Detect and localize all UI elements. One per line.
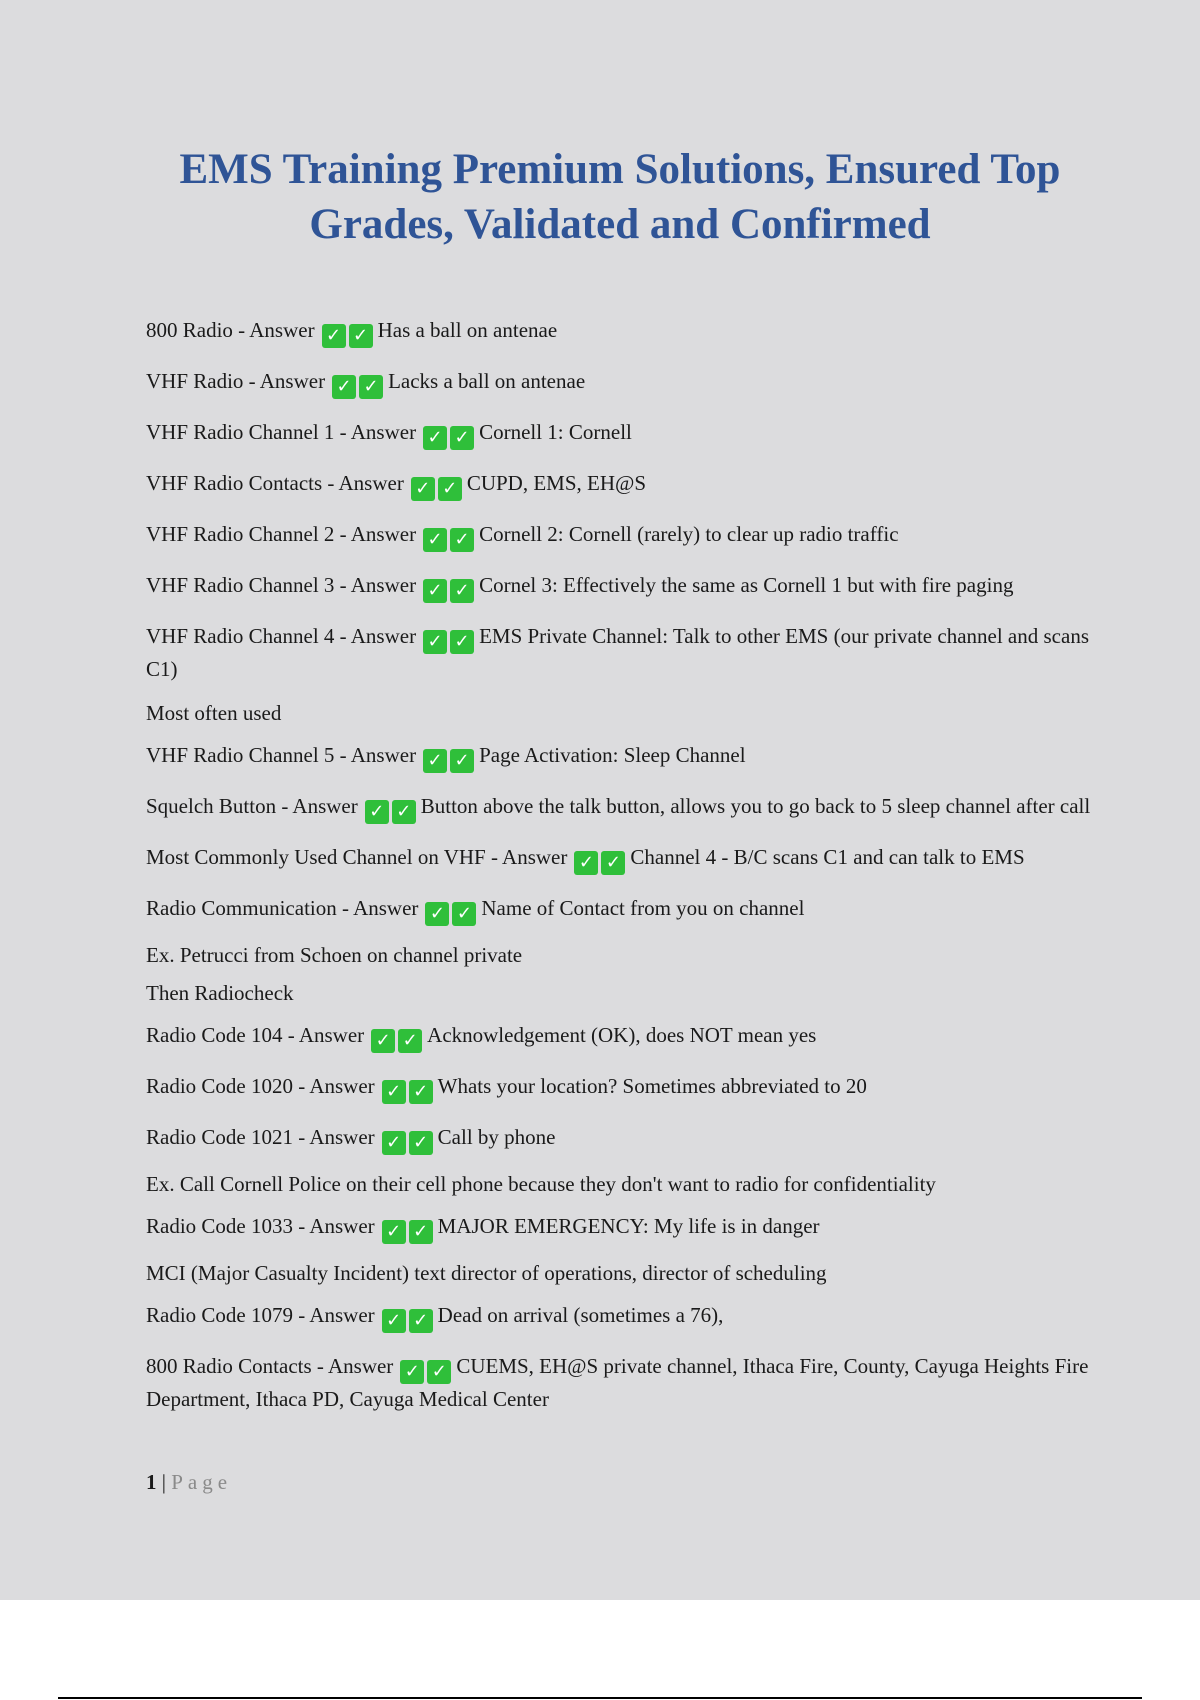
question-text: Radio Code 1021 - Answer bbox=[146, 1125, 375, 1149]
check-mark-icon: ✓ bbox=[452, 902, 476, 926]
check-mark-icon: ✓ bbox=[382, 1080, 406, 1104]
check-mark-icon: ✓ bbox=[409, 1309, 433, 1333]
qa-item bbox=[146, 893, 1096, 926]
check-mark-icon: ✓ bbox=[382, 1220, 406, 1244]
answer-marker bbox=[574, 845, 628, 873]
qa-item bbox=[146, 1351, 1096, 1414]
answer-text: Button above the talk button, allows you to go back to 5 sleep channel after call bbox=[420, 794, 1091, 818]
question-text: Radio Code 104 - Answer bbox=[146, 1023, 365, 1047]
question-text: Squelch Button - Answer bbox=[146, 794, 358, 818]
check-mark-icon: ✓ bbox=[450, 426, 474, 450]
check-mark-icon: ✓ bbox=[365, 800, 389, 824]
qa-item bbox=[146, 570, 1096, 603]
question-text: Radio Communication - Answer bbox=[146, 896, 419, 920]
note-text: Most often used bbox=[146, 701, 282, 725]
answer-marker bbox=[322, 318, 376, 346]
check-mark-icon: ✓ bbox=[423, 426, 447, 450]
qa-item bbox=[146, 1020, 1096, 1053]
question-text: VHF Radio Channel 4 - Answer bbox=[146, 624, 417, 648]
check-mark-icon: ✓ bbox=[392, 800, 416, 824]
answer-marker bbox=[425, 896, 479, 924]
answer-marker bbox=[382, 1125, 436, 1153]
check-mark-icon: ✓ bbox=[349, 324, 373, 348]
answer-text: Acknowledgement (OK), does NOT mean yes bbox=[427, 1023, 817, 1047]
answer-marker bbox=[382, 1303, 436, 1331]
check-mark-icon: ✓ bbox=[423, 528, 447, 552]
answer-text: Whats your location? Sometimes abbreviated to 20 bbox=[437, 1074, 867, 1098]
qa-item bbox=[146, 740, 1096, 773]
question-text: Most Commonly Used Channel on VHF - Answer bbox=[146, 845, 568, 869]
check-mark-icon: ✓ bbox=[423, 749, 447, 773]
answer-marker bbox=[365, 794, 419, 822]
answer-marker bbox=[400, 1354, 454, 1382]
check-mark-icon: ✓ bbox=[400, 1360, 424, 1384]
check-mark-icon: ✓ bbox=[450, 630, 474, 654]
question-text: 800 Radio - Answer bbox=[146, 318, 315, 342]
check-mark-icon: ✓ bbox=[332, 375, 356, 399]
check-mark-icon: ✓ bbox=[450, 579, 474, 603]
check-mark-icon: ✓ bbox=[601, 851, 625, 875]
check-mark-icon: ✓ bbox=[423, 630, 447, 654]
answer-marker bbox=[423, 420, 477, 448]
answer-text: Has a ball on antenae bbox=[377, 318, 558, 342]
check-mark-icon: ✓ bbox=[411, 477, 435, 501]
check-mark-icon: ✓ bbox=[450, 528, 474, 552]
answer-text: Channel 4 - B/C scans C1 and can talk to EMS bbox=[630, 845, 1025, 869]
answer-marker bbox=[423, 573, 477, 601]
check-mark-icon: ✓ bbox=[409, 1220, 433, 1244]
check-mark-icon: ✓ bbox=[398, 1029, 422, 1053]
qa-item bbox=[146, 1071, 1096, 1104]
answer-marker bbox=[371, 1023, 425, 1051]
qa-item bbox=[146, 842, 1096, 875]
question-text: VHF Radio Channel 3 - Answer bbox=[146, 573, 417, 597]
note-text: Ex. Petrucci from Schoen on channel private bbox=[146, 943, 523, 967]
answer-text: Lacks a ball on antenae bbox=[388, 369, 586, 393]
page-number: 1 bbox=[146, 1470, 157, 1494]
page-label: Page bbox=[171, 1470, 233, 1494]
answer-text: Cornell 1: Cornell bbox=[479, 420, 632, 444]
page-footer bbox=[146, 1470, 232, 1495]
answer-text: Page Activation: Sleep Channel bbox=[479, 743, 746, 767]
answer-marker bbox=[423, 522, 477, 550]
note-text: Ex. Call Cornell Police on their cell phone because they don't want to radio for confidentiality bbox=[146, 1172, 936, 1196]
qa-item bbox=[146, 1211, 1096, 1244]
check-mark-icon: ✓ bbox=[322, 324, 346, 348]
check-mark-icon: ✓ bbox=[409, 1080, 433, 1104]
answer-text: EMS Private Channel: Talk to other EMS (our private channel and scans C1) bbox=[146, 624, 1089, 681]
question-text: VHF Radio Channel 2 - Answer bbox=[146, 522, 417, 546]
bottom-divider bbox=[58, 1697, 1142, 1699]
question-text: 800 Radio Contacts - Answer bbox=[146, 1354, 394, 1378]
question-text: VHF Radio Channel 5 - Answer bbox=[146, 743, 417, 767]
question-text: Radio Code 1079 - Answer bbox=[146, 1303, 375, 1327]
question-text: VHF Radio Contacts - Answer bbox=[146, 471, 404, 495]
document-title: EMS Training Premium Solutions, Ensured Top Grades, Validated and Confirmed bbox=[179, 146, 1061, 248]
qa-item bbox=[146, 621, 1096, 684]
answer-text: CUEMS, EH@S private channel, Ithaca Fire, County, Cayuga Heights Fire Department, Ithaca PD, Cayuga Medical Center bbox=[146, 1354, 1089, 1411]
qa-item bbox=[146, 519, 1096, 552]
answer-text: Name of Contact from you on channel bbox=[481, 896, 805, 920]
check-mark-icon: ✓ bbox=[423, 579, 447, 603]
question-text: VHF Radio Channel 1 - Answer bbox=[146, 420, 417, 444]
qa-item bbox=[146, 1122, 1096, 1155]
answer-marker bbox=[423, 743, 477, 771]
check-mark-icon: ✓ bbox=[359, 375, 383, 399]
answer-text: CUPD, EMS, EH@S bbox=[466, 471, 647, 495]
answer-text: MAJOR EMERGENCY: My life is in danger bbox=[437, 1214, 820, 1238]
qa-item bbox=[146, 468, 1096, 501]
note-text: MCI (Major Casualty Incident) text director of operations, director of scheduling bbox=[146, 1261, 827, 1285]
answer-marker bbox=[332, 369, 386, 397]
note-text: Then Radiocheck bbox=[146, 981, 294, 1005]
qa-list bbox=[146, 315, 1096, 1432]
check-mark-icon: ✓ bbox=[425, 902, 449, 926]
answer-marker bbox=[423, 624, 477, 652]
check-mark-icon: ✓ bbox=[382, 1131, 406, 1155]
check-mark-icon: ✓ bbox=[382, 1309, 406, 1333]
question-text: VHF Radio - Answer bbox=[146, 369, 326, 393]
qa-item bbox=[146, 1300, 1096, 1333]
question-text: Radio Code 1033 - Answer bbox=[146, 1214, 375, 1238]
check-mark-icon: ✓ bbox=[409, 1131, 433, 1155]
answer-marker bbox=[411, 471, 465, 499]
qa-item bbox=[146, 315, 1096, 348]
qa-item bbox=[146, 417, 1096, 450]
check-mark-icon: ✓ bbox=[371, 1029, 395, 1053]
check-mark-icon: ✓ bbox=[450, 749, 474, 773]
qa-item bbox=[146, 366, 1096, 399]
answer-text: Cornell 2: Cornell (rarely) to clear up radio traffic bbox=[479, 522, 899, 546]
answer-marker bbox=[382, 1074, 436, 1102]
footer-separator: | bbox=[161, 1470, 166, 1494]
check-mark-icon: ✓ bbox=[438, 477, 462, 501]
answer-text: Dead on arrival (sometimes a 76), bbox=[437, 1303, 724, 1327]
answer-text: Call by phone bbox=[437, 1125, 556, 1149]
answer-text: Cornel 3: Effectively the same as Cornell 1 but with fire paging bbox=[479, 573, 1014, 597]
check-mark-icon: ✓ bbox=[574, 851, 598, 875]
check-mark-icon: ✓ bbox=[427, 1360, 451, 1384]
qa-item bbox=[146, 791, 1096, 824]
answer-marker bbox=[382, 1214, 436, 1242]
question-text: Radio Code 1020 - Answer bbox=[146, 1074, 375, 1098]
